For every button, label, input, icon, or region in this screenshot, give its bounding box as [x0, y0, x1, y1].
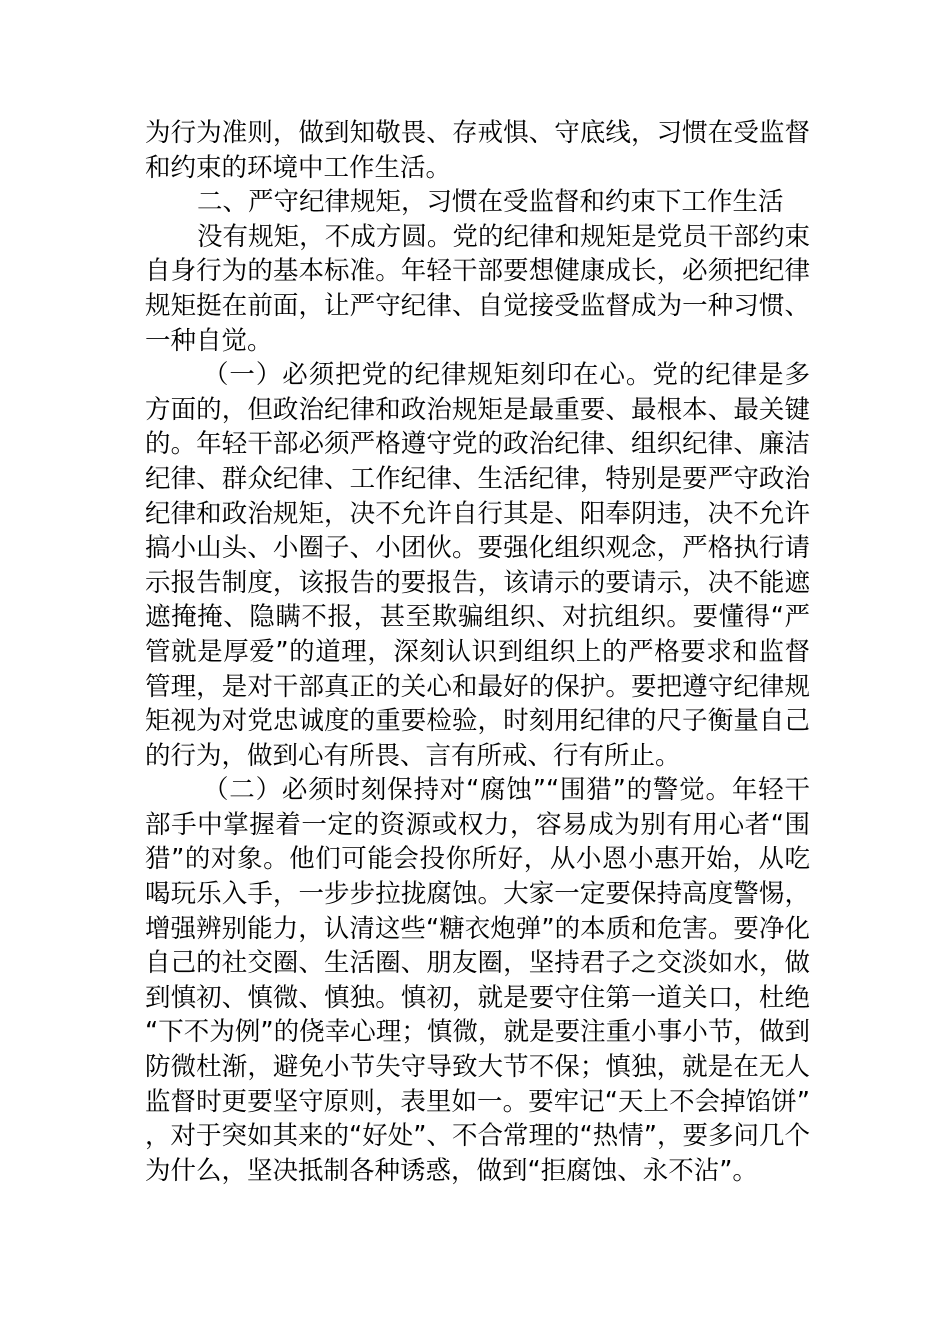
paragraph-continuation: 为行为准则，做到知敬畏、存戒惧、守底线，习惯在受监督和约束的环境中工作生活。	[145, 118, 810, 183]
paragraph-subsection-1: （一）必须把党的纪律规矩刻印在心。党的纪律是多方面的，但政治纪律和政治规矩是最重要、最根本、最关键的。年轻干部必须严格遵守党的政治纪律、组织纪律、廉洁纪律、群众纪律、工作纪律、生活纪律，特别是要严守政治纪律和政治规矩，决不允许自行其是、阳奉阴违，决不允许搞小山头、小圈子、小团伙。要强化组织观念，严格执行请示报告制度，该报告的要报告，该请示的要请示，决不能遮遮掩掩、隐瞒不报，甚至欺骗组织、对抗组织。要懂得“严管就是厚爱”的道理，深刻认识到组织上的严格要求和监督管理，是对干部真正的关心和最好的保护。要把遵守纪律规矩视为对党忠诚度的重要检验，时刻用纪律的尺子衡量自己的行为，做到心有所畏、言有所戒、行有所止。	[145, 360, 810, 771]
paragraph-subsection-2: （二）必须时刻保持对“腐蚀”“围猎”的警觉。年轻干部手中掌握着一定的资源或权力，容易成为别有用心者“围猎”的对象。他们可能会投你所好，从小恩小惠开始，从吃喝玩乐入手，一步步拉拢腐蚀。大家一定要保持高度警惕，增强辨别能力，认清这些“糖衣炮弹”的本质和危害。要净化自己的社交圈、生活圈、朋友圈，坚持君子之交淡如水，做到慎初、慎微、慎独。慎初，就是要守住第一道关口，杜绝“下不为例”的侥幸心理；慎微，就是要注重小事小节，做到防微杜渐，避免小节失守导致大节不保；慎独，就是在无人监督时更要坚守原则，表里如一。要牢记“天上不会掉馅饼”，对于突如其来的“好处”、不合常理的“热情”，要多问几个为什么，坚决抵制各种诱惑，做到“拒腐蚀、永不沾”。	[145, 775, 810, 1186]
document-body	[145, 116, 810, 1188]
paragraph-intro: 没有规矩，不成方圆。党的纪律和规矩是党员干部约束自身行为的基本标准。年轻干部要想健康成长，必须把纪律规矩挺在前面，让严守纪律、自觉接受监督成为一种习惯、一种自觉。	[145, 221, 810, 356]
section-heading: 二、严守纪律规矩，习惯在受监督和约束下工作生活	[197, 187, 784, 218]
